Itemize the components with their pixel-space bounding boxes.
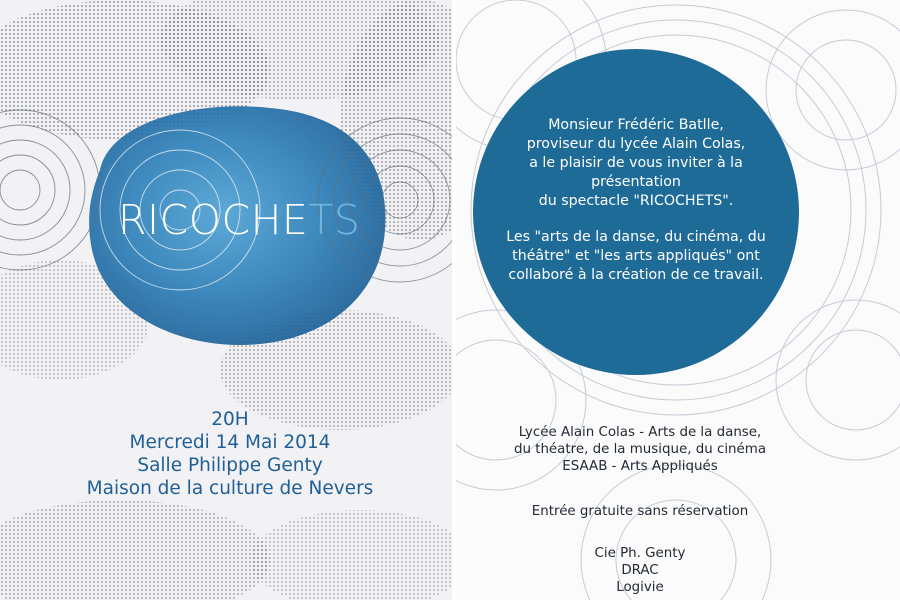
event-venue: Maison de la culture de Nevers — [86, 478, 374, 499]
invitation-back-panel — [456, 0, 900, 600]
organizer-line: ESAAB - Arts Appliqués — [562, 459, 718, 474]
event-time: 20H — [211, 409, 249, 430]
invite-line: a le plaisir de vous inviter à la — [529, 155, 743, 171]
show-title-tail: TS — [308, 196, 361, 244]
invitation-text — [486, 116, 786, 285]
invite-line: du spectacle "RICOCHETS". — [538, 193, 734, 209]
sponsor-line: Cie Ph. Genty — [594, 546, 686, 561]
description-line: théâtre" et "les arts appliqués" ont — [512, 248, 760, 264]
organizer-line: du théatre, de la musique, du cinéma — [513, 442, 767, 457]
organizers — [456, 424, 824, 475]
invite-line: présentation — [591, 174, 681, 190]
description-line: collaboré à la création de ce travail. — [508, 267, 764, 283]
entry-note: Entrée gratuite sans réservation — [531, 504, 749, 519]
event-date: Mercredi 14 Mai 2014 — [129, 432, 331, 453]
description-line: Les "arts de la danse, du cinéma, du — [506, 229, 766, 245]
sponsor-line: DRAC — [621, 563, 659, 578]
event-details — [40, 408, 420, 500]
invite-line: proviseur du lycée Alain Colas, — [526, 136, 746, 152]
sponsors — [456, 545, 824, 596]
sponsor-line: Logivie — [616, 580, 664, 595]
invite-line: Monsieur Frédéric Batlle, — [548, 117, 724, 133]
event-room: Salle Philippe Genty — [137, 455, 323, 476]
organizer-line: Lycée Alain Colas - Arts de la danse, — [518, 425, 762, 440]
show-title — [118, 196, 360, 244]
show-title-main: RICOCHE — [118, 196, 309, 244]
